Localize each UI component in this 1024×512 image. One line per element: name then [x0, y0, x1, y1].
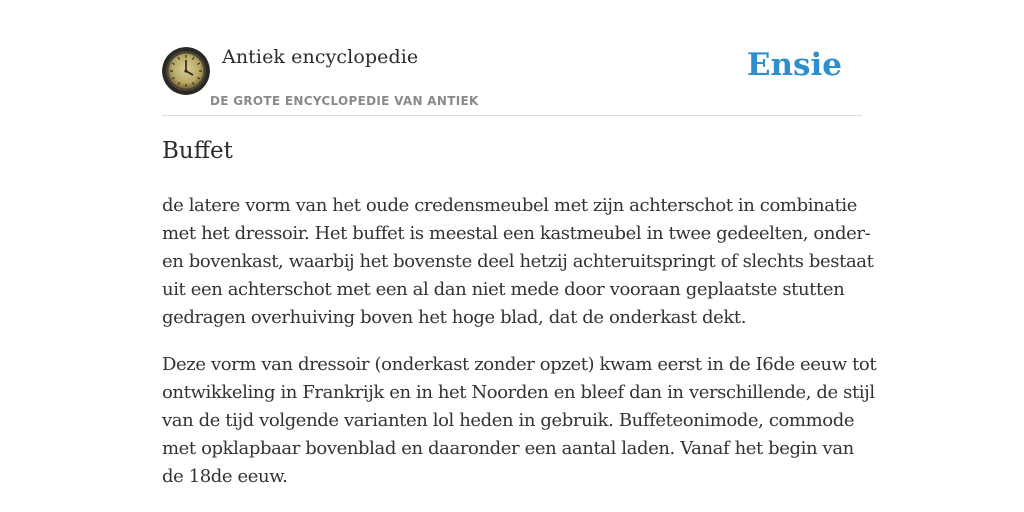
text-line: Deze vorm van dressoir (onderkast zonder opzet) kwam eerst in de I6de eeuw tot — [162, 354, 877, 375]
header — [162, 0, 862, 116]
article-paragraph — [162, 351, 877, 491]
page — [162, 0, 877, 512]
text-line: met het dressoir. Het buffet is meestal een kastmeubel in twee gedeelten, onder- — [162, 223, 871, 244]
article-paragraph — [162, 192, 874, 332]
text-line: en bovenkast, waarbij het bovenste deel hetzij achteruitspringt of slechts bestaat — [162, 251, 874, 272]
text-line: de 18de eeuw. — [162, 466, 288, 487]
text-line: met opklapbaar bovenblad en daaronder een aantal laden. Vanaf het begin van — [162, 438, 854, 459]
site-subtitle: DE GROTE ENCYCLOPEDIE VAN ANTIEK — [210, 94, 479, 108]
text-line: van de tijd volgende varianten lol heden in gebruik. Buffeteonimode, commode — [162, 410, 855, 431]
antique-clock-icon[interactable] — [162, 47, 210, 95]
article-content — [162, 192, 877, 510]
text-line: uit een achterschot met een al dan niet mede door vooraan geplaatste stutten — [162, 279, 845, 300]
text-line: ontwikkeling in Frankrijk en in het Noorden en bleef dan in verschillende, de stijl — [162, 382, 875, 403]
site-title[interactable]: Antiek encyclopedie — [222, 46, 419, 68]
entry-title: Buffet — [162, 138, 233, 164]
ensie-logo-link[interactable]: Ensie — [746, 47, 842, 83]
text-line: de latere vorm van het oude credensmeubel met zijn achterschot in combinatie — [162, 195, 858, 216]
text-line: gedragen overhuiving boven het hoge blad, dat de onderkast dekt. — [162, 307, 747, 328]
